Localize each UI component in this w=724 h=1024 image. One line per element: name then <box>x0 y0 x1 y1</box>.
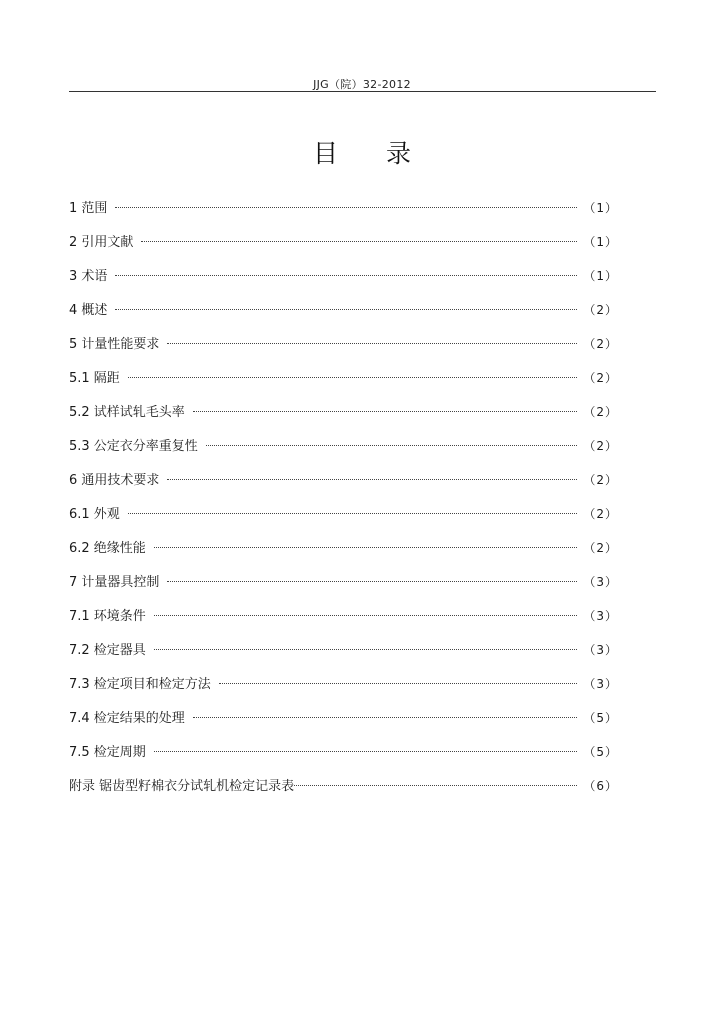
toc-dot-leader <box>115 207 577 208</box>
toc-entry-label: 5.2 试样试轧毛头率 <box>69 405 185 420</box>
toc-entry-page: （2） <box>583 541 618 555</box>
toc-entry-page: （3） <box>583 677 618 691</box>
toc-entry-appendix[interactable] <box>69 776 618 810</box>
toc-entry-page: （1） <box>583 201 618 215</box>
toc-entry-page: （1） <box>583 235 618 249</box>
toc-entry[interactable] <box>69 572 618 606</box>
toc-dot-leader <box>128 377 578 378</box>
toc-entry[interactable] <box>69 368 618 402</box>
toc-dot-leader <box>206 445 578 446</box>
toc-entry-label: 附录 锯齿型籽棉衣分试轧机检定记录表 <box>69 779 295 794</box>
toc-entry[interactable] <box>69 334 618 368</box>
toc-dot-leader <box>154 649 578 650</box>
header-divider <box>69 91 656 92</box>
toc-entry[interactable] <box>69 300 618 334</box>
toc-entry-page: （6） <box>583 779 618 793</box>
toc-entry-label: 5.1 隔距 <box>69 371 120 386</box>
page-title: 目 录 <box>313 139 431 168</box>
toc-entry-label: 7.1 环境条件 <box>69 609 146 624</box>
toc-entry-label: 5.3 公定衣分率重复性 <box>69 439 198 454</box>
toc-entry-label: 1 范围 <box>69 201 108 216</box>
toc-entry-page: （3） <box>583 575 618 589</box>
toc-entry-label: 5 计量性能要求 <box>69 337 160 352</box>
toc-entry[interactable] <box>69 606 618 640</box>
toc-entry-label: 7.3 检定项目和检定方法 <box>69 677 211 692</box>
document-code: JJG（院）32-2012 <box>313 78 411 91</box>
toc-dot-leader <box>154 751 578 752</box>
toc-entry-label: 7.4 检定结果的处理 <box>69 711 185 726</box>
toc-entry-page: （3） <box>583 609 618 623</box>
toc-dot-leader <box>167 479 577 480</box>
toc-entry-page: （2） <box>583 473 618 487</box>
toc-entry-page: （5） <box>583 745 618 759</box>
toc-entry[interactable] <box>69 198 618 232</box>
toc-entry[interactable] <box>69 436 618 470</box>
table-of-contents <box>69 198 618 810</box>
toc-entry[interactable] <box>69 742 618 776</box>
toc-entry-label: 4 概述 <box>69 303 108 318</box>
toc-entry-label: 3 术语 <box>69 269 108 284</box>
toc-entry-page: （2） <box>583 439 618 453</box>
toc-entry-label: 6 通用技术要求 <box>69 473 160 488</box>
toc-entry-label: 7.5 检定周期 <box>69 745 146 760</box>
toc-entry[interactable] <box>69 232 618 266</box>
toc-dot-leader <box>167 343 577 344</box>
toc-entry-page: （2） <box>583 337 618 351</box>
toc-dot-leader <box>141 241 577 242</box>
toc-dot-leader <box>167 581 577 582</box>
toc-dot-leader <box>294 785 577 786</box>
toc-entry[interactable] <box>69 402 618 436</box>
toc-entry-label: 6.2 绝缘性能 <box>69 541 146 556</box>
toc-entry-page: （2） <box>583 405 618 419</box>
toc-entry[interactable] <box>69 708 618 742</box>
toc-dot-leader <box>193 717 578 718</box>
toc-entry[interactable] <box>69 504 618 538</box>
toc-entry-label: 7 计量器具控制 <box>69 575 160 590</box>
toc-entry[interactable] <box>69 470 618 504</box>
toc-dot-leader <box>219 683 578 684</box>
toc-dot-leader <box>154 547 578 548</box>
toc-entry-page: （3） <box>583 643 618 657</box>
toc-entry-page: （1） <box>583 269 618 283</box>
toc-entry[interactable] <box>69 674 618 708</box>
toc-dot-leader <box>115 275 577 276</box>
toc-dot-leader <box>154 615 578 616</box>
toc-entry-page: （2） <box>583 371 618 385</box>
toc-entry[interactable] <box>69 640 618 674</box>
toc-dot-leader <box>193 411 578 412</box>
toc-entry-page: （2） <box>583 303 618 317</box>
toc-entry-label: 2 引用文献 <box>69 235 134 250</box>
toc-dot-leader <box>128 513 578 514</box>
toc-entry-page: （2） <box>583 507 618 521</box>
toc-entry-label: 6.1 外观 <box>69 507 120 522</box>
toc-dot-leader <box>115 309 577 310</box>
toc-entry[interactable] <box>69 538 618 572</box>
toc-entry-page: （5） <box>583 711 618 725</box>
toc-entry-label: 7.2 检定器具 <box>69 643 146 658</box>
toc-entry[interactable] <box>69 266 618 300</box>
